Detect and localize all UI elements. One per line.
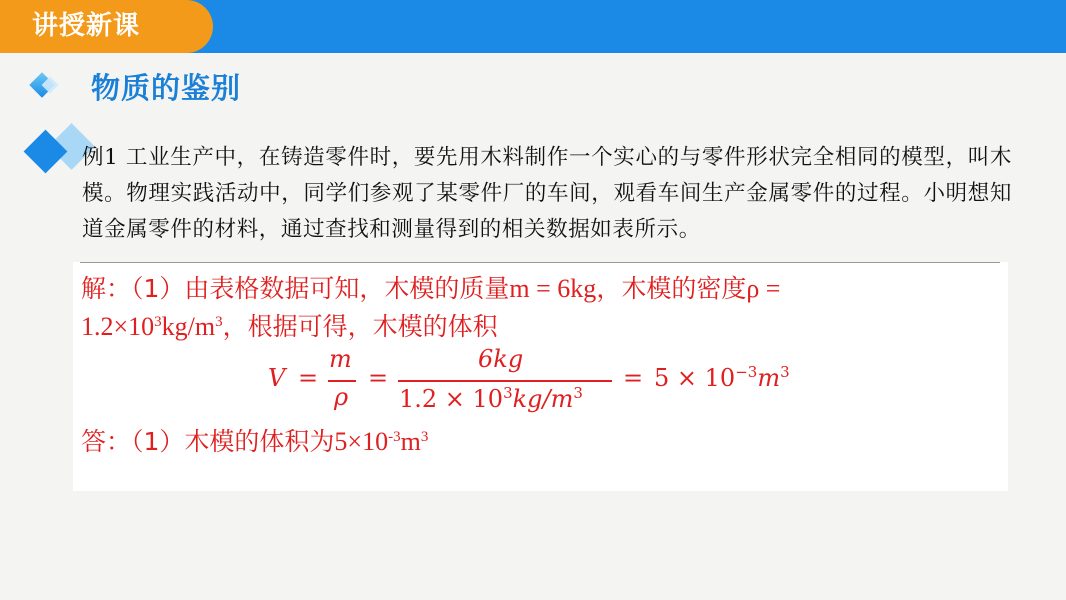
frac2-den-base: 1.2 × 10 (399, 385, 504, 413)
density-unit: kg/m (161, 312, 216, 341)
solution-suffix: ，根据可得，木模的体积 (222, 312, 498, 341)
answer-value-base: 5×10 (334, 427, 389, 456)
answer-unit-exp: 3 (420, 429, 429, 445)
frac2-den-unit: kg/m (512, 385, 574, 413)
solution-rho: ρ = (746, 274, 781, 303)
formula-eq2: = (368, 364, 389, 392)
formula-result (654, 364, 790, 392)
solution-line-2 (81, 310, 498, 344)
formula-frac1-bar (328, 380, 356, 382)
formula-eq3: = (623, 364, 644, 392)
divider (80, 262, 1000, 263)
result-unit-exp: 3 (780, 363, 790, 381)
density-base: 1.2×10 (81, 312, 155, 341)
formula-frac2-bar (398, 380, 612, 382)
answer-prefix: 答：（1）木模的体积为 (81, 427, 335, 456)
frac2-den-exp: 3 (503, 384, 513, 402)
header-tab (0, 0, 213, 53)
solution-middle: ，木模的密度 (596, 274, 747, 303)
density-value (81, 312, 223, 341)
formula-frac1-den: ρ (334, 383, 349, 411)
frac2-den-unit-exp: 3 (573, 384, 583, 402)
answer-value-exp: -3 (388, 429, 401, 445)
result-exp: −3 (735, 363, 758, 381)
formula-frac2-num: 6kg (478, 345, 524, 373)
result-unit: m (757, 364, 781, 392)
density-exp: 3 (154, 314, 162, 330)
solution-prefix: 解：（1）由表格数据可知，木模的质量 (81, 274, 510, 303)
solution-mass: m = 6kg (509, 274, 597, 303)
formula-frac1-num: m (329, 345, 352, 373)
answer-value (334, 427, 428, 456)
density-unit-exp: 3 (215, 314, 223, 330)
formula-eq1: = (298, 364, 319, 392)
example-text: 例1 工业生产中，在铸造零件时，要先用木料制作一个实心的与零件形状完全相同的模型，叫木模。物理实践活动中，同学们参观了某零件厂的车间，观看车间生产金属零件的过程。小明想知道金属零件的材料，通过查找和测量得到的相关数据如表所示。 (82, 145, 1012, 242)
result-base: 5 × 10 (654, 364, 736, 392)
section-title: 物质的鉴别 (91, 71, 242, 105)
answer-unit: m (400, 427, 421, 456)
header-tab-label: 讲授新课 (32, 11, 141, 41)
solution-line-1 (81, 272, 780, 306)
answer-line (81, 425, 428, 459)
formula-frac2-den (399, 385, 583, 413)
formula-v: V (268, 364, 286, 392)
